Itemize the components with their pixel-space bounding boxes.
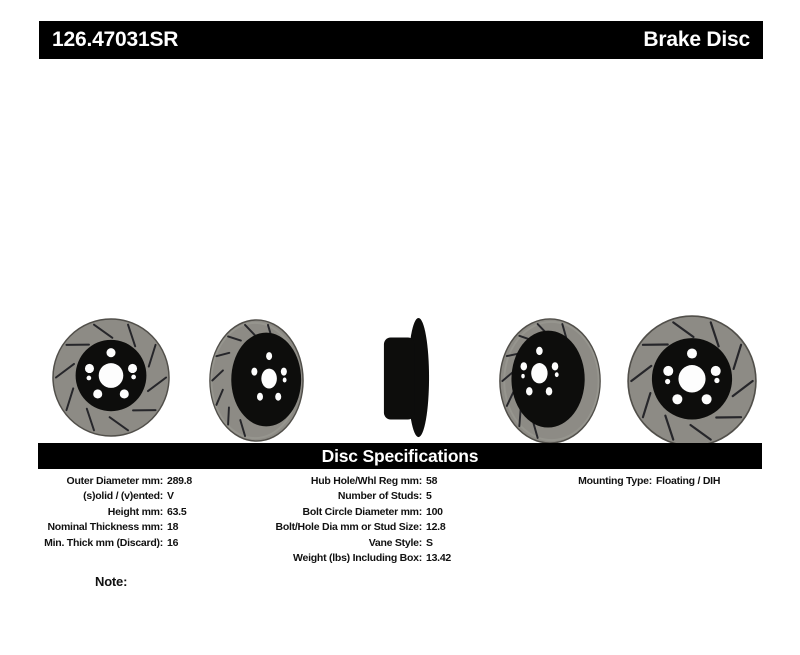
brake-disc-three-quarter-right-view-image bbox=[208, 318, 305, 443]
spec-value: 58 bbox=[426, 475, 438, 487]
spec-section-title: Disc Specifications bbox=[321, 446, 479, 466]
header-bar bbox=[39, 21, 763, 59]
rotor-hat-profile bbox=[384, 338, 415, 420]
brake-disc-three-quarter-left-view-image bbox=[497, 317, 603, 445]
spec-column-middle bbox=[275, 474, 451, 567]
spec-column-right bbox=[540, 474, 720, 489]
spec-label: Height mm: bbox=[107, 505, 163, 518]
spec-row-min-thickness-discard bbox=[30, 536, 192, 551]
spec-row-weight-including-box bbox=[275, 551, 451, 566]
spec-value: 100 bbox=[426, 505, 443, 518]
part-number: 126.47031SR bbox=[52, 28, 179, 51]
hub-bore bbox=[261, 369, 277, 389]
spec-row-outer-diameter bbox=[30, 474, 192, 489]
spec-label: Bolt Circle Diameter mm: bbox=[302, 505, 422, 518]
note-label: Note: bbox=[95, 574, 128, 589]
spec-value: 18 bbox=[167, 521, 179, 534]
spec-row-nominal-thickness bbox=[30, 520, 192, 535]
spec-value: 13.42 bbox=[426, 552, 452, 565]
rotor-hat bbox=[511, 331, 584, 428]
spec-label: Bolt/Hole Dia mm or Stud Size: bbox=[275, 521, 422, 534]
spec-row-hub-hole bbox=[275, 474, 451, 489]
spec-section-title-bar bbox=[38, 443, 762, 469]
spec-row-bolt-hole-dia-stud-size bbox=[275, 520, 451, 535]
spec-row-vane-style bbox=[275, 536, 451, 551]
hub-bore bbox=[531, 363, 547, 383]
spec-row-bolt-circle-diameter bbox=[275, 505, 451, 520]
spec-column-left bbox=[30, 474, 192, 551]
spec-value: V bbox=[167, 490, 174, 503]
spec-value: 63.5 bbox=[167, 505, 187, 518]
spec-value: 12.8 bbox=[426, 521, 446, 534]
spec-value: S bbox=[426, 536, 433, 549]
spec-row-mounting-type bbox=[540, 474, 720, 489]
spec-label: Vane Style: bbox=[368, 536, 422, 549]
spec-label: Outer Diameter mm: bbox=[66, 475, 163, 487]
brake-disc-front-view-image bbox=[52, 318, 170, 437]
spec-value: 5 bbox=[426, 490, 432, 503]
spec-row-solid-vented bbox=[30, 489, 192, 504]
spec-label: Weight (lbs) Including Box: bbox=[293, 552, 422, 565]
spec-label: (s)olid / (v)ented: bbox=[83, 490, 163, 503]
spec-label: Number of Studs: bbox=[337, 490, 422, 503]
spec-value: Floating / DIH bbox=[656, 475, 721, 487]
spec-label: Hub Hole/Whl Reg mm: bbox=[310, 475, 422, 487]
brake-disc-front-angled-view-image bbox=[627, 315, 757, 447]
hub-bore bbox=[99, 363, 124, 388]
spec-row-number-of-studs bbox=[275, 489, 451, 504]
spec-value: 16 bbox=[167, 536, 179, 549]
spec-label: Nominal Thickness mm: bbox=[47, 521, 163, 534]
spec-row-height bbox=[30, 505, 192, 520]
spec-label: Min. Thick mm (Discard): bbox=[44, 536, 163, 549]
hub-bore bbox=[678, 365, 705, 393]
brake-disc-side-profile-view-image bbox=[382, 318, 430, 440]
spec-label: Mounting Type: bbox=[578, 475, 652, 487]
spec-value: 289.8 bbox=[167, 475, 193, 487]
product-name: Brake Disc bbox=[643, 28, 750, 51]
